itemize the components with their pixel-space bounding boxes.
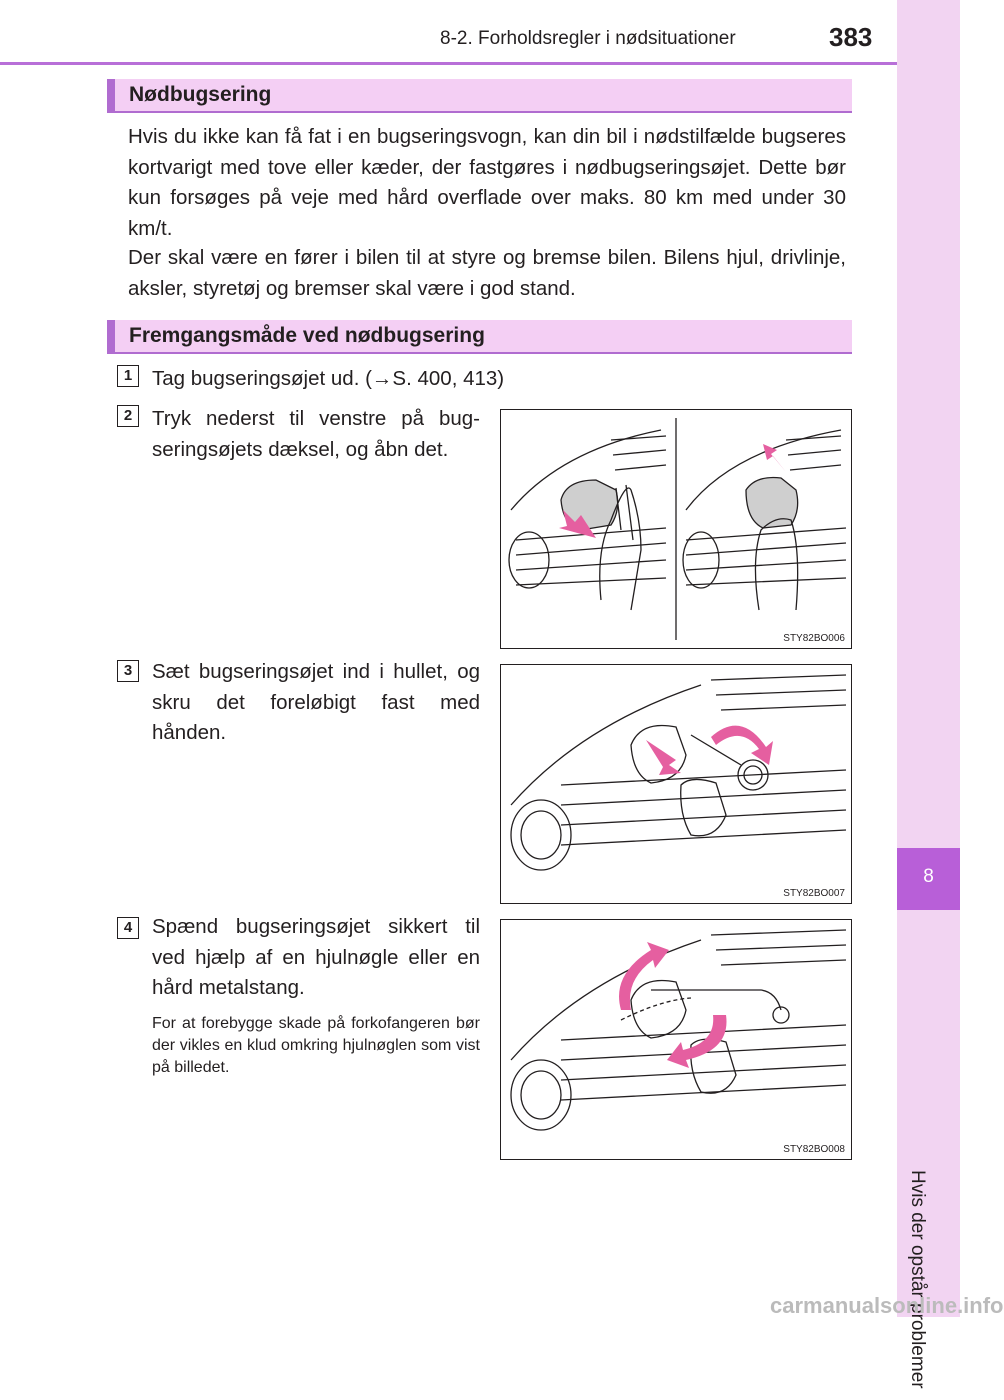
figure-open-cover — [500, 409, 852, 649]
chapter-number: 8 — [923, 866, 934, 887]
figure-insert-eye — [500, 664, 852, 904]
page-number: 383 — [829, 22, 873, 52]
figure-tighten-eye — [500, 919, 852, 1160]
header-rule — [0, 62, 897, 65]
running-header: 8-2. Forholdsregler i nødsituationer — [440, 28, 736, 49]
section-heading-procedure: Fremgangsmåde ved nødbugsering — [107, 320, 852, 354]
step-note-4: For at forebygge skade på forkofangeren bør der vikles en klud omkring hjulnøglen som vist på billedet. — [152, 1015, 480, 1076]
chapter-side-tab — [897, 0, 960, 1317]
step-text-4: Spænd bugseringsøjet sikkert til ved hjælp af en hjulnøgle eller en hård metalstang. — [152, 915, 480, 999]
figure-code: STY82BO007 — [783, 888, 845, 899]
step-text-1: Tag bugseringsøjet ud. (→S. 400, 413) — [152, 367, 505, 390]
step-text-3: Sæt bugseringsøjet ind i hullet, og skru det foreløbigt fast med hånden. — [152, 660, 480, 744]
footer-watermark[interactable]: carmanualsonline.info — [770, 1293, 1004, 1318]
requirements-paragraph: Der skal være en fører i bilen til at styre og bremse bilen. Bilens hjul, drivlinje, aksler, styretøj og bremser skal være i god stand. — [128, 246, 846, 300]
section-heading-nodbugsering: Nødbugsering — [107, 79, 852, 113]
step-number-3: 3 — [117, 660, 139, 682]
tighten-illustration — [501, 920, 851, 1159]
step-number-1: 1 — [117, 365, 139, 387]
figure-code: STY82BO006 — [783, 633, 845, 644]
chapter-title: Hvis der opstår problemer — [907, 1170, 928, 1389]
figure-code: STY82BO008 — [783, 1144, 845, 1155]
step-number-4: 4 — [117, 917, 139, 939]
intro-paragraph: Hvis du ikke kan få fat i en bugseringsvogn, kan din bil i nødstilfælde bugseres kortvarigt med tove eller kæder, der fastgøres i nødbugseringsøjet. Dette bør kun forsøges på veje med hård overflade over maks. 80 km med under 30 km/t. — [128, 125, 846, 240]
cover-illustration — [501, 410, 851, 648]
step-number-2: 2 — [117, 405, 139, 427]
insert-illustration — [501, 665, 851, 903]
step-text-2: Tryk nederst til venstre på bugseringsøjets dæksel, og åbn det. — [152, 407, 480, 461]
